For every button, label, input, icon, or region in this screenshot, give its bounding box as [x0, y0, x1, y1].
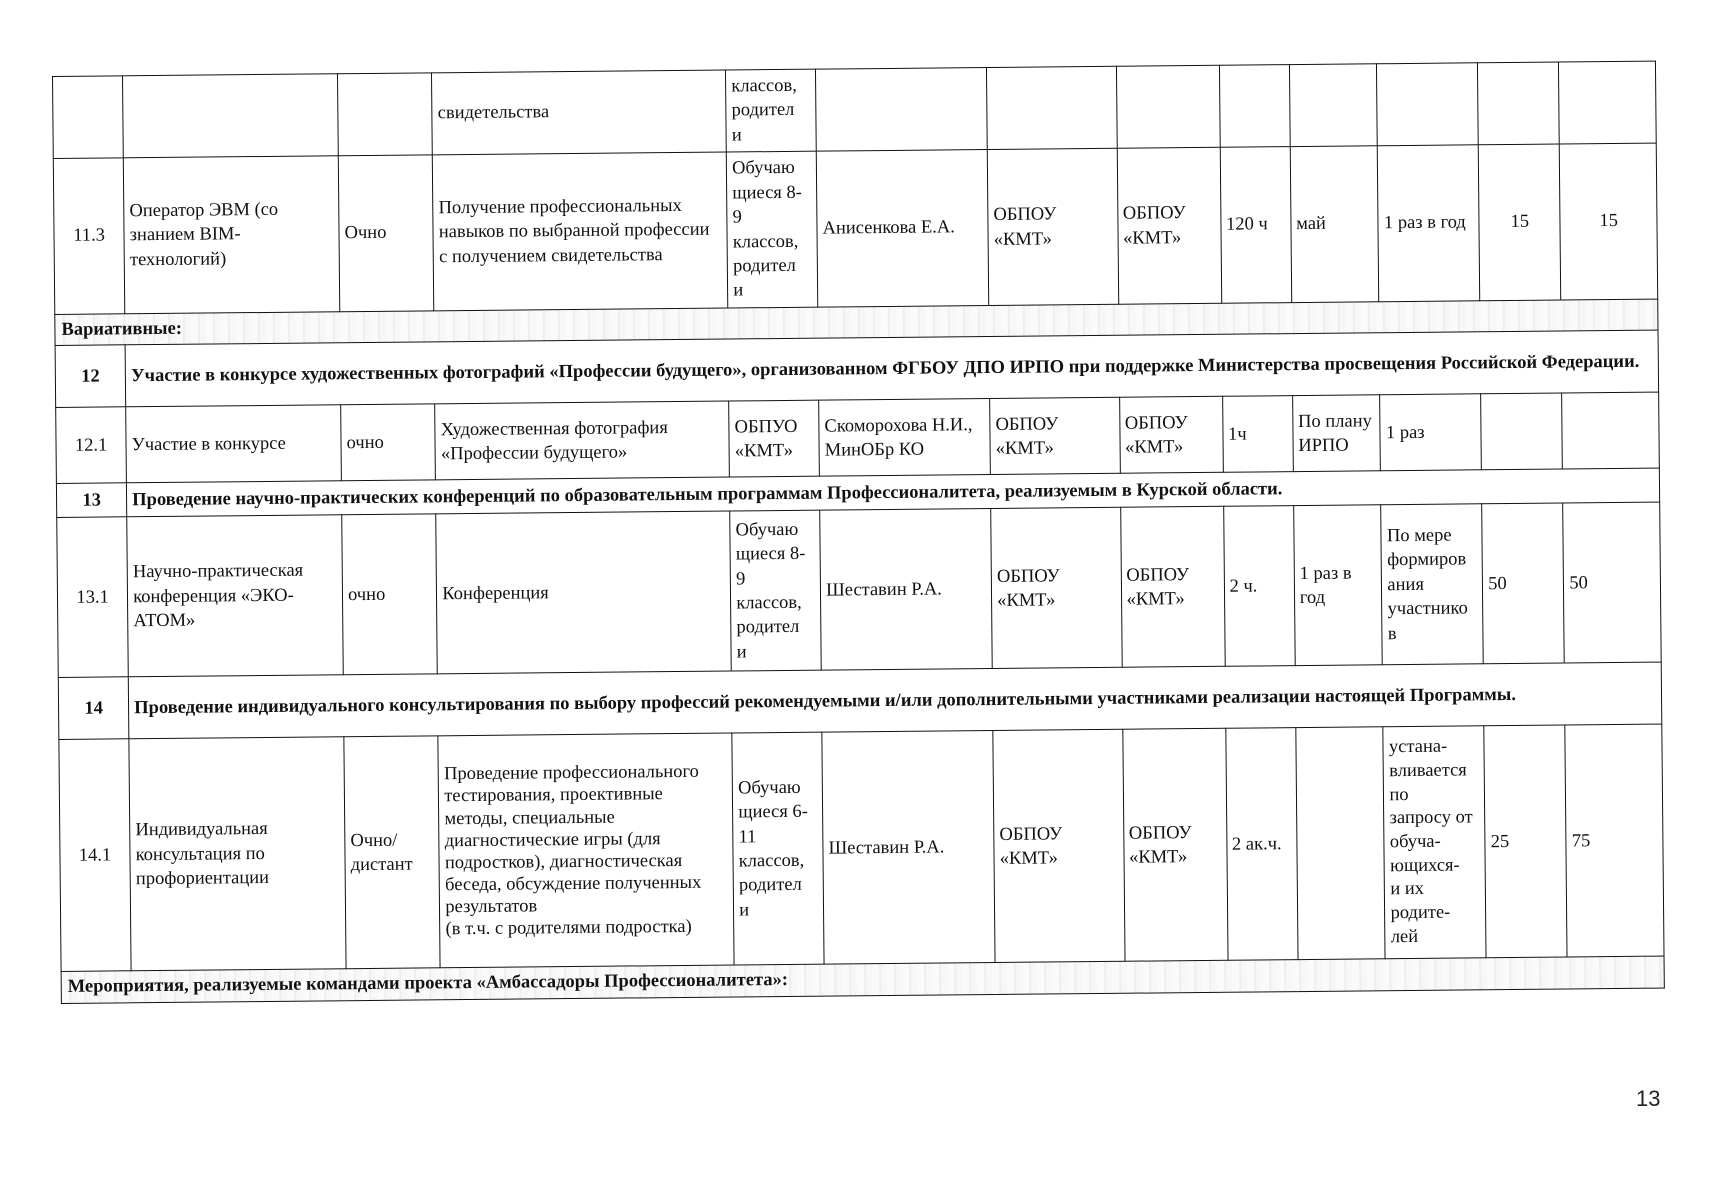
cell-audience: классов, родител и — [726, 69, 817, 152]
table-row — [57, 502, 1661, 677]
cell-responsible: Скоморохова Н.И., МинОБр КО — [819, 399, 991, 477]
document-table-sheet — [52, 61, 1665, 1004]
cell-name — [123, 74, 339, 158]
cell-description: Получение профессиональных навыков по выбранной профессии с получением свидетельства — [433, 152, 728, 311]
cell-num: 12.1 — [56, 407, 127, 484]
events-table — [52, 61, 1665, 1004]
cell-name: Индивидуальная консультация по профориентации — [129, 737, 346, 971]
cell-num: 13.1 — [57, 517, 129, 678]
cell-name: Научно-практическая конференция «ЭКО-АТОМ» — [127, 515, 343, 677]
cell-duration — [1219, 65, 1290, 148]
cell-form: Очно/ дистант — [344, 736, 441, 969]
cell-frequency — [1377, 63, 1479, 146]
cell-form: очно — [341, 404, 436, 481]
cell-responsible: Шеставин Р.А. — [820, 509, 993, 671]
cell-organizer: ОБПОУ «КМТ» — [991, 508, 1122, 669]
cell-responsible: Шеставин Р.А. — [822, 731, 995, 965]
cell-duration: 2 ч. — [1223, 506, 1295, 667]
cell-count1: 25 — [1484, 725, 1567, 958]
section-title: Проведение научно-практических конференций по образовательным программам Профессионалитета, реализуемым в Курской области. — [127, 468, 1660, 517]
cell-responsible: Анисенкова Е.А. — [816, 150, 989, 308]
cell-count1 — [1481, 393, 1563, 470]
cell-organizer — [987, 66, 1117, 149]
cell-count2: 15 — [1560, 143, 1658, 300]
cell-count2: 75 — [1565, 724, 1664, 957]
cell-frequency: 1 раз — [1380, 394, 1482, 471]
cell-num — [53, 76, 124, 159]
cell-duration: 120 ч — [1220, 147, 1292, 304]
cell-form: очно — [342, 514, 438, 675]
section-title: Участие в конкурсе художественных фотографий «Профессии будущего», организованном ФГБОУ ДПО ИРПО при поддержке Министерства просвещения Российской Федерации. — [125, 331, 1658, 408]
cell-organizer: ОБПОУ «КМТ» — [993, 730, 1125, 963]
cell-duration: 1ч — [1222, 396, 1293, 473]
cell-num: 11.3 — [53, 158, 125, 315]
cell-form: Очно — [338, 155, 434, 312]
table-row — [53, 61, 1657, 158]
cell-dates: 1 раз в год — [1293, 505, 1382, 666]
section-number: 13 — [56, 483, 126, 518]
cell-name: Оператор ЭВМ (со знанием BIM-технологий) — [123, 156, 339, 314]
cell-dates — [1296, 727, 1386, 960]
cell-count1: 50 — [1482, 503, 1565, 664]
cell-place: ОБПОУ «КМТ» — [1117, 147, 1222, 304]
section-title: Проведение индивидуального консультирования по выбору профессий рекомендуемыми и/или дополнительными участниками реализации настоящей Программы. — [128, 662, 1661, 739]
cell-dates: По плану ИРПО — [1292, 395, 1380, 472]
cell-form — [338, 73, 433, 156]
cell-frequency: устана- вливается по запросу от обуча- ющихся- и их родите- лей — [1383, 726, 1486, 959]
cell-frequency: По мере формиров ания участнико в — [1381, 504, 1483, 665]
cell-organizer: ОБПОУ «КМТ» — [987, 148, 1118, 305]
cell-description: Художественная фотография «Профессии будущего» — [435, 401, 730, 480]
section-number: 12 — [55, 345, 126, 408]
cell-organizer: ОБПОУ «КМТ» — [990, 398, 1120, 475]
cell-num: 14.1 — [59, 739, 131, 972]
cell-place: ОБПОУ «КМТ» — [1120, 507, 1225, 668]
cell-place — [1116, 65, 1220, 148]
table-row — [53, 143, 1657, 314]
cell-place: ОБПОУ «КМТ» — [1119, 397, 1223, 474]
cell-duration: 2 ак.ч. — [1225, 728, 1297, 961]
cell-count2 — [1559, 61, 1656, 144]
cell-count2 — [1562, 392, 1659, 469]
cell-dates: май — [1290, 146, 1379, 303]
cell-place: ОБПОУ «КМТ» — [1122, 729, 1227, 962]
cell-audience: Обучаю щиеся 8- 9 классов, родител и — [726, 151, 817, 308]
cell-frequency: 1 раз в год — [1378, 145, 1480, 302]
cell-description: Конференция — [436, 511, 731, 674]
cell-description: свидетельства — [432, 70, 727, 155]
page-number: 13 — [1636, 1086, 1661, 1111]
cell-audience: Обучаю щиеся 8- 9 классов, родител и — [730, 511, 821, 672]
cell-audience: ОБПУО «КМТ» — [729, 401, 820, 478]
cell-responsible — [816, 68, 988, 152]
cell-count2: 50 — [1563, 502, 1661, 663]
cell-name: Участие в конкурсе — [126, 405, 342, 483]
section-label: Вариативные: — [55, 299, 1658, 346]
section-label: Мероприятия, реализуемые командами проекта «Амбассадоры Профессионалитета»: — [61, 956, 1664, 1003]
cell-count1 — [1478, 62, 1560, 145]
cell-audience: Обучаю щиеся 6- 11 классов, родител и — [732, 733, 824, 966]
cell-description: Проведение профессионального тестирования, проективные методы, специальные диагностические игры (для подростков), диагностическая беседа, обсуждение полученных результатов (в т.ч. с родителями подростка) — [438, 733, 734, 968]
cell-dates — [1289, 64, 1377, 147]
section-number: 14 — [58, 677, 129, 740]
cell-count1: 15 — [1479, 144, 1562, 301]
table-row — [59, 724, 1664, 971]
